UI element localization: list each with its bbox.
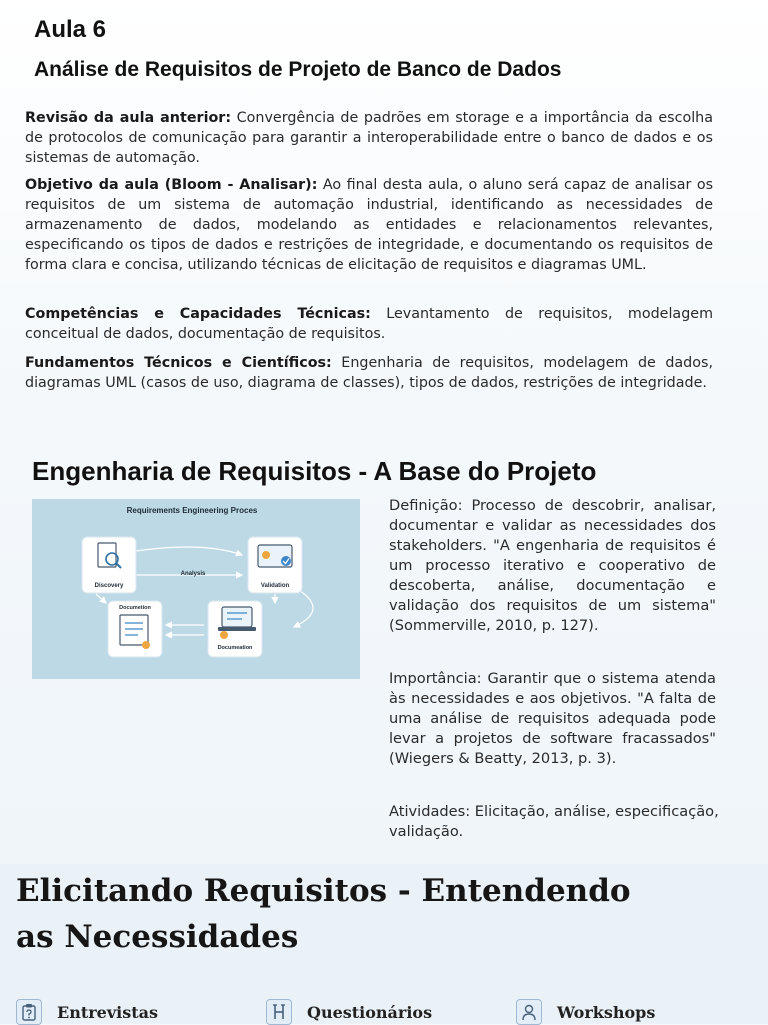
definition-paragraph: Definição: Processo de descobrir, analisar, documentar e validar as necessidades dos stakeholders. "A engenharia de requisitos é um processo iterativo e cooperativo de descoberta, análise, documentação e validação dos requisitos de um sistema" (Sommerville, 2010, p. 127). — [389, 497, 716, 634]
clipboard-svg — [21, 1003, 37, 1021]
activities-paragraph: Atividades: Elicitação, análise, especificação, validação. — [389, 803, 719, 840]
objective-label: Objetivo da aula (Bloom - Analisar): — [25, 177, 318, 193]
review-paragraph — [25, 108, 713, 168]
node-label-validation: Validation — [260, 583, 290, 589]
letter-h-icon — [266, 999, 292, 1025]
validation-node — [248, 537, 302, 593]
skills-paragraph — [25, 304, 713, 344]
tool-workshops — [516, 999, 655, 1025]
person-icon — [516, 999, 542, 1025]
node-label-analysis: Analysis — [180, 571, 206, 577]
person-svg — [521, 1003, 537, 1021]
lesson-title: Análise de Requisitos de Projeto de Banco de Dados — [34, 58, 562, 81]
doc-gear-icon — [142, 641, 150, 649]
discovery-node — [82, 537, 136, 593]
documentation-page-icon — [120, 615, 148, 645]
node-label-documentation-bottom: Documeation — [217, 645, 253, 651]
diagram-title: Requirements Engineering Proces — [126, 506, 258, 515]
objective-paragraph — [25, 175, 713, 275]
fundamentals-text: Engenharia de requisitos, modelagem de dados, diagramas UML (casos de uso, diagrama de classes), tipos de dados, restrições de integridade. — [25, 355, 713, 391]
laptop-screen-icon — [222, 607, 252, 627]
fundamentals-paragraph — [25, 353, 713, 393]
section-title-requirements-engineering: Engenharia de Requisitos - A Base do Projeto — [32, 456, 597, 486]
tool-questionnaires — [266, 999, 432, 1025]
tool-interviews — [16, 999, 158, 1025]
review-text: Convergência de padrões em storage e a importância da escolha de protocolos de comunicação para garantir a interoperabilidade entre o banco de dados e os sistemas de automação. — [25, 110, 714, 166]
review-label: Revisão da aula anterior: — [25, 110, 232, 126]
doc-gear-icon-2 — [220, 631, 228, 639]
laptop-base-icon — [218, 627, 256, 631]
tool-label-workshops: Workshops — [557, 1002, 656, 1022]
requirements-process-diagram — [32, 499, 360, 679]
clipboard-question-icon — [16, 999, 42, 1025]
lesson-number: Aula 6 — [34, 16, 107, 43]
node-label-discovery: Discovery — [94, 583, 124, 589]
objective-text: Ao final desta aula, o aluno será capaz de analisar os requisitos de um sistema de automação industrial, identificando as necessidades de armazenamento de dados, modelando as entidades e relacionamentos relevantes, especificando os tipos de dados e restrições de integridade, e documentando os requisitos de forma clara e concisa, utilizando técnicas de elicitação de requisitos e diagramas UML. — [25, 177, 714, 273]
skills-label: Competências e Capacidades Técnicas: — [25, 306, 371, 322]
diagram-background — [32, 499, 360, 679]
section-title-elicitation: Elicitando Requisitos - Entendendo as Necessidades — [16, 873, 631, 955]
fundamentals-label: Fundamentos Técnicos e Científicos: — [25, 355, 332, 371]
diagram-svg — [32, 499, 360, 679]
letter-h-svg — [271, 1003, 287, 1021]
importance-paragraph: Importância: Garantir que o sistema atenda às necessidades e aos objetivos. "A falta de uma análise de requisitos adequada pode levar a projetos de software fracassados" (Wiegers & Beatty, 2013, p. 3). — [389, 670, 716, 767]
tool-label-interviews: Entrevistas — [57, 1002, 158, 1022]
check-icon — [281, 556, 291, 566]
documentation-left-node — [108, 601, 162, 657]
tool-label-questionnaires: Questionários — [307, 1002, 433, 1022]
skills-text: Levantamento de requisitos, modelagem conceitual de dados, documentação de requisitos. — [25, 306, 713, 342]
gear-icon — [262, 551, 270, 559]
node-label-documentation-top: Documetion — [119, 605, 151, 611]
documentation-right-node — [208, 601, 262, 657]
